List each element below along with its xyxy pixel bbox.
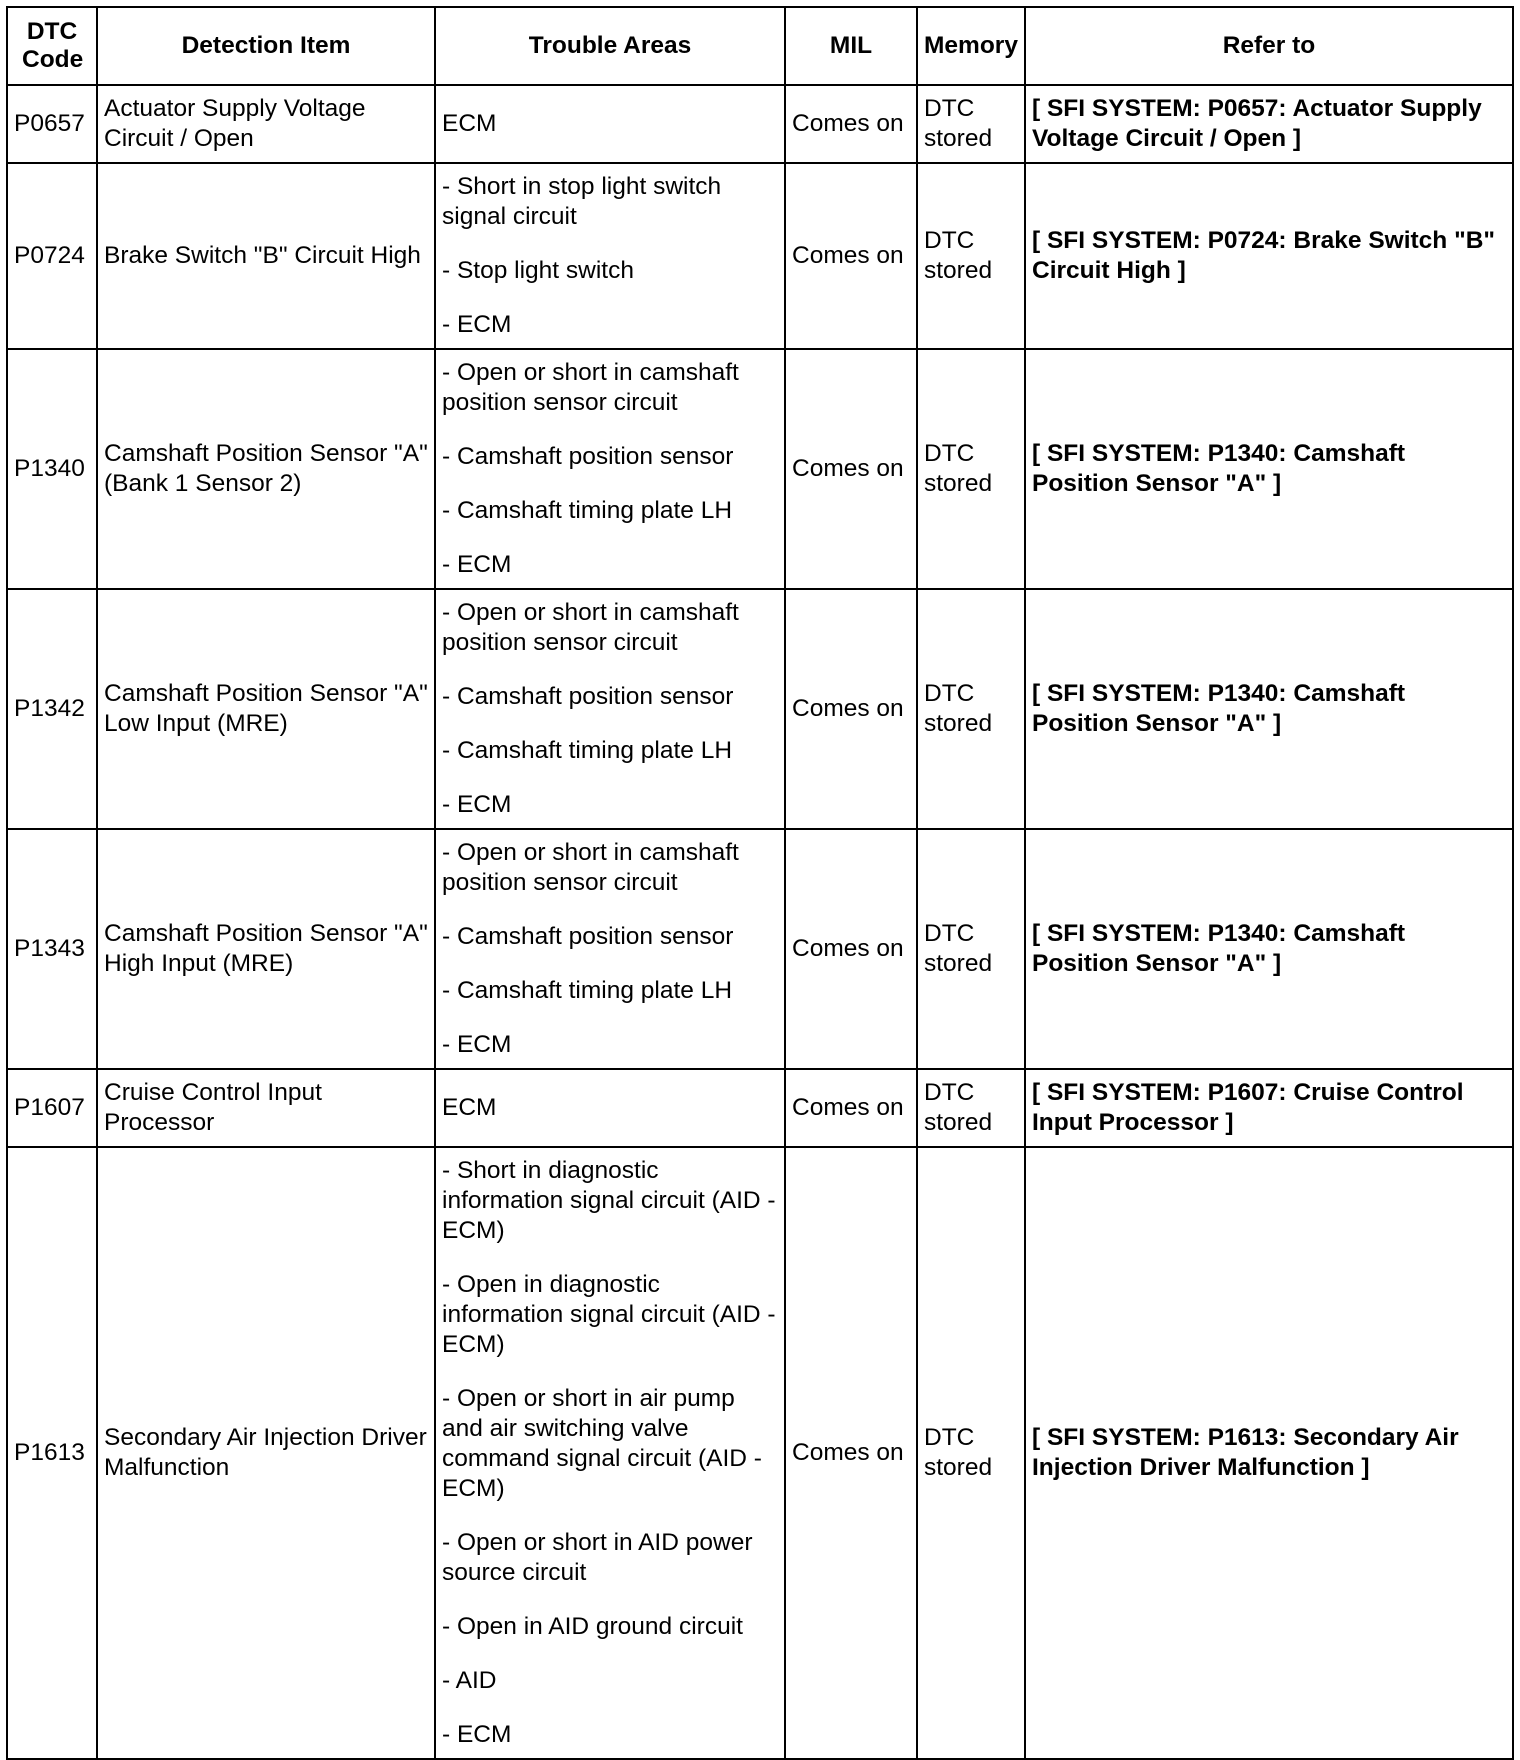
- trouble-area-item: - ECM: [442, 311, 512, 338]
- refer-to-cell: [ SFI SYSTEM: P1607: Cruise Control Input Processor ]: [1025, 1069, 1513, 1147]
- trouble-area-item: - Short in stop light switch signal circuit: [442, 173, 722, 230]
- memory-cell: DTC stored: [917, 85, 1025, 163]
- detection-item-cell: Secondary Air Injection Driver Malfunction: [97, 1147, 435, 1759]
- trouble-area-item: - Open in AID ground circuit: [442, 1613, 743, 1640]
- dtc-code-cell: P1607: [7, 1069, 97, 1147]
- dtc-code-cell: P1343: [7, 829, 97, 1069]
- header-dtc-code: DTC Code: [7, 7, 97, 85]
- table-row: [7, 349, 1513, 589]
- trouble-areas-cell: [435, 1069, 785, 1147]
- detection-item-cell: Camshaft Position Sensor "A" High Input (MRE): [97, 829, 435, 1069]
- trouble-areas-cell: [435, 1147, 785, 1759]
- trouble-area-item: - Short in diagnostic information signal circuit (AID - ECM): [442, 1157, 776, 1244]
- trouble-area-item: ECM: [442, 110, 497, 137]
- trouble-area-item: - ECM: [442, 551, 512, 578]
- mil-cell: Comes on: [785, 829, 917, 1069]
- trouble-areas-cell: [435, 349, 785, 589]
- memory-cell: DTC stored: [917, 163, 1025, 349]
- dtc-code-cell: P0657: [7, 85, 97, 163]
- trouble-areas-cell: [435, 85, 785, 163]
- refer-to-cell: [ SFI SYSTEM: P0657: Actuator Supply Voltage Circuit / Open ]: [1025, 85, 1513, 163]
- mil-cell: Comes on: [785, 349, 917, 589]
- memory-cell: DTC stored: [917, 1069, 1025, 1147]
- trouble-area-item: - Open or short in AID power source circuit: [442, 1529, 753, 1586]
- trouble-area-item: - Camshaft position sensor: [442, 683, 734, 710]
- refer-to-cell: [ SFI SYSTEM: P1613: Secondary Air Injection Driver Malfunction ]: [1025, 1147, 1513, 1759]
- dtc-table: [6, 6, 1514, 1760]
- detection-item-cell: Actuator Supply Voltage Circuit / Open: [97, 85, 435, 163]
- trouble-area-item: - Stop light switch: [442, 257, 634, 284]
- trouble-area-item: ECM: [442, 1094, 497, 1121]
- refer-to-cell: [ SFI SYSTEM: P1340: Camshaft Position Sensor "A" ]: [1025, 589, 1513, 829]
- trouble-area-item: - Camshaft position sensor: [442, 923, 734, 950]
- trouble-area-item: - Camshaft timing plate LH: [442, 977, 733, 1004]
- trouble-areas-cell: [435, 829, 785, 1069]
- table-row: [7, 829, 1513, 1069]
- memory-cell: DTC stored: [917, 589, 1025, 829]
- dtc-code-cell: P0724: [7, 163, 97, 349]
- mil-cell: Comes on: [785, 589, 917, 829]
- header-row: [7, 7, 1513, 85]
- trouble-area-item: - Camshaft position sensor: [442, 443, 734, 470]
- refer-to-cell: [ SFI SYSTEM: P1340: Camshaft Position Sensor "A" ]: [1025, 829, 1513, 1069]
- refer-to-cell: [ SFI SYSTEM: P1340: Camshaft Position Sensor "A" ]: [1025, 349, 1513, 589]
- dtc-code-cell: P1613: [7, 1147, 97, 1759]
- trouble-area-item: - ECM: [442, 1721, 512, 1748]
- detection-item-cell: Camshaft Position Sensor "A" (Bank 1 Sensor 2): [97, 349, 435, 589]
- table-row: [7, 163, 1513, 349]
- trouble-area-item: - AID: [442, 1667, 497, 1694]
- memory-cell: DTC stored: [917, 829, 1025, 1069]
- header-mil: MIL: [785, 7, 917, 85]
- mil-cell: Comes on: [785, 163, 917, 349]
- refer-to-cell: [ SFI SYSTEM: P0724: Brake Switch "B" Circuit High ]: [1025, 163, 1513, 349]
- memory-cell: DTC stored: [917, 349, 1025, 589]
- header-detection-item: Detection Item: [97, 7, 435, 85]
- trouble-area-item: - Open in diagnostic information signal circuit (AID - ECM): [442, 1271, 776, 1358]
- mil-cell: Comes on: [785, 85, 917, 163]
- trouble-area-item: - ECM: [442, 791, 512, 818]
- table-row: [7, 85, 1513, 163]
- trouble-area-item: - Camshaft timing plate LH: [442, 497, 733, 524]
- header-memory: Memory: [917, 7, 1025, 85]
- header-refer-to: Refer to: [1025, 7, 1513, 85]
- mil-cell: Comes on: [785, 1147, 917, 1759]
- detection-item-cell: Cruise Control Input Processor: [97, 1069, 435, 1147]
- dtc-code-cell: P1340: [7, 349, 97, 589]
- table-row: [7, 589, 1513, 829]
- trouble-area-item: - Camshaft timing plate LH: [442, 737, 733, 764]
- trouble-areas-cell: [435, 163, 785, 349]
- table-body: [7, 85, 1513, 1759]
- dtc-code-cell: P1342: [7, 589, 97, 829]
- table-row: [7, 1147, 1513, 1759]
- detection-item-cell: Camshaft Position Sensor "A" Low Input (MRE): [97, 589, 435, 829]
- trouble-area-item: - Open or short in camshaft position sensor circuit: [442, 359, 739, 416]
- trouble-area-item: - ECM: [442, 1031, 512, 1058]
- detection-item-cell: Brake Switch "B" Circuit High: [97, 163, 435, 349]
- trouble-area-item: - Open or short in air pump and air switching valve command signal circuit (AID - ECM): [442, 1385, 762, 1502]
- memory-cell: DTC stored: [917, 1147, 1025, 1759]
- mil-cell: Comes on: [785, 1069, 917, 1147]
- trouble-area-item: - Open or short in camshaft position sensor circuit: [442, 839, 739, 896]
- trouble-area-item: - Open or short in camshaft position sensor circuit: [442, 599, 739, 656]
- table-row: [7, 1069, 1513, 1147]
- trouble-areas-cell: [435, 589, 785, 829]
- header-trouble-areas: Trouble Areas: [435, 7, 785, 85]
